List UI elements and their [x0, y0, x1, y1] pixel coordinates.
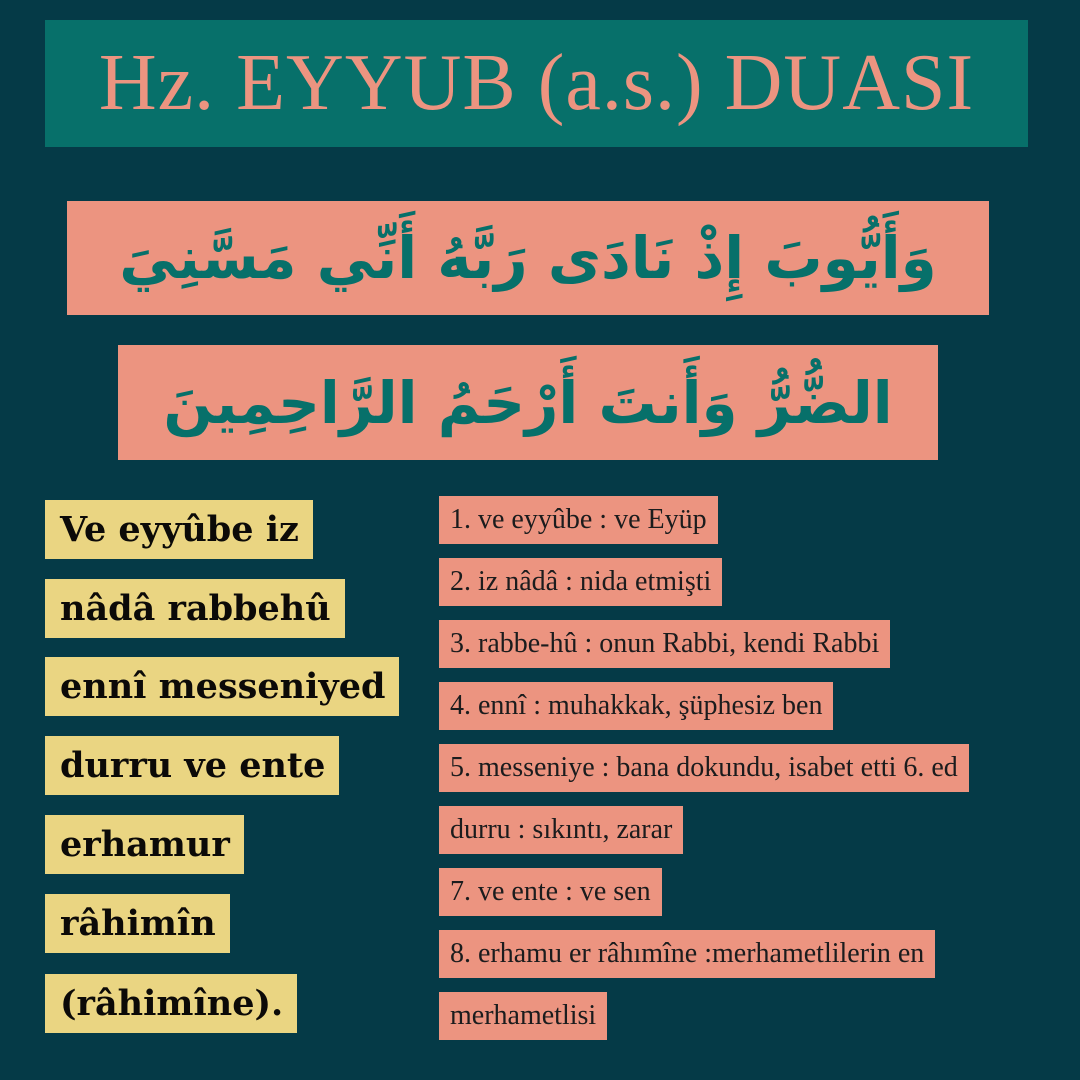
glossary-line: 2. iz nâdâ : nida etmişti [439, 558, 722, 606]
arabic-verse-line-2: الضُّرُّ وَأَنتَ أَرْحَمُ الرَّاحِمِينَ [163, 368, 893, 437]
arabic-verse-line-1: وَأَيُّوبَ إِذْ نَادَى رَبَّهُ أَنِّي مَسَّنِيَ [119, 224, 937, 292]
glossary-line: 4. ennî : muhakkak, şüphesiz ben [439, 682, 833, 730]
glossary-line: 5. messeniye : bana dokundu, isabet etti 6. ed [439, 744, 969, 792]
glossary-line: 1. ve eyyûbe : ve Eyüp [439, 496, 718, 544]
title-banner [45, 20, 1028, 147]
glossary-line: 3. rabbe-hû : onun Rabbi, kendi Rabbi [439, 620, 890, 668]
transliteration-line: durru ve ente [45, 736, 339, 795]
transliteration-line: Ve eyyûbe iz [45, 500, 313, 559]
arabic-verse-line-1-box [67, 201, 989, 315]
glossary-line: durru : sıkıntı, zarar [439, 806, 683, 854]
transliteration-line: erhamur [45, 815, 244, 874]
arabic-verse-line-2-box [118, 345, 938, 460]
page-title: Hz. EYYUB (a.s.) DUASI [98, 39, 975, 127]
glossary-line: 8. erhamu er râhımîne :merhametlilerin en [439, 930, 935, 978]
transliteration-line: râhimîn [45, 894, 230, 953]
transliteration-line: nâdâ rabbehû [45, 579, 345, 638]
glossary-line: merhametlisi [439, 992, 607, 1040]
transliteration-line: (râhimîne). [45, 974, 297, 1033]
glossary-line: 7. ve ente : ve sen [439, 868, 662, 916]
transliteration-line: ennî messeniyed [45, 657, 399, 716]
